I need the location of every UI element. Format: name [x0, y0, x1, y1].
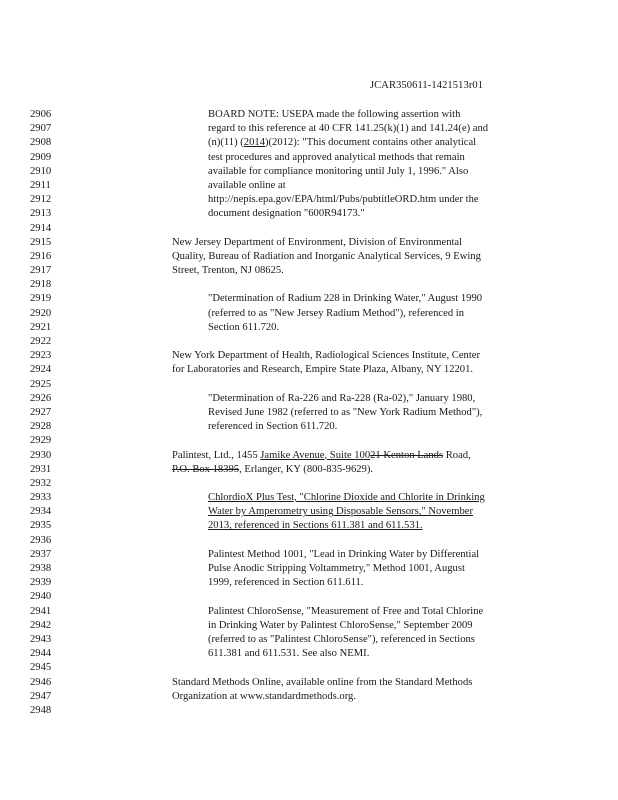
inserted-text: 2014 — [243, 137, 265, 149]
document-line: 2921 Section 611.720. — [0, 321, 618, 335]
document-line: 2930 Palintest, Ltd., 1455 Jamike Avenue, Suite 10021 Kenton Lands Road, — [0, 449, 618, 463]
document-line: 2946 Standard Methods Online, available online from the Standard Methods — [0, 676, 618, 690]
document-line: 2941 Palintest ChloroSense, "Measurement of Free and Total Chlorine — [0, 605, 618, 619]
line-text — [208, 647, 369, 661]
text-segment: (n)(11) ( — [208, 137, 244, 149]
document-id-header: JCAR350611-1421513r01 — [370, 80, 484, 91]
text-segment: available online at — [208, 179, 286, 191]
line-text — [208, 179, 286, 193]
line-text — [208, 491, 485, 505]
line-text — [208, 548, 479, 562]
document-line: 2919 "Determination of Radium 228 in Drinking Water," August 1990 — [0, 292, 618, 306]
line-text — [208, 505, 473, 519]
document-line: 2906 BOARD NOTE: USEPA made the following assertion with — [0, 108, 618, 122]
text-segment: (2012) — [268, 137, 297, 149]
text-segment: ) — [264, 137, 269, 149]
document-line: 2938 Pulse Anodic Stripping Voltammetry," Method 1001, August — [0, 562, 618, 576]
document-line: 2912 http://nepis.epa.gov/EPA/html/Pubs/pubtitleORD.htm under the — [0, 193, 618, 207]
document-line: 2929 — [30, 435, 52, 447]
document-line: 2915 New Jersey Department of Environment, Division of Environmental — [0, 236, 618, 250]
text-segment: Section 611.720. — [208, 321, 280, 333]
text-segment: (referred to as "Palintest ChloroSense"), referenced in Sections — [208, 633, 475, 645]
text-segment: Revised June 1982 (referred to as "New York Radium Method"), — [208, 406, 483, 418]
document-line: 2935 2013, referenced in Sections 611.381 and 611.531. — [0, 519, 618, 533]
line-text — [172, 363, 473, 377]
line-text — [208, 165, 468, 179]
line-text — [208, 406, 482, 420]
document-line: 2925 — [30, 378, 52, 390]
text-segment: New Jersey Department of Environment, Division of Environmental — [172, 236, 463, 248]
text-segment: : "This document contains other analytical — [296, 137, 477, 149]
struck-text: 21 Kenton Lands — [370, 449, 444, 461]
document-line: 2939 1999, referenced in Section 611.611. — [0, 576, 618, 590]
text-segment: for Laboratories and Research, Empire State Plaza, Albany, NY 12201. — [172, 364, 474, 376]
document-line: 2931 P.O. Box 18395, Erlanger, KY (800-835-9629). — [0, 463, 618, 477]
line-text — [208, 619, 473, 633]
text-segment: Street, Trenton, NJ 08625. — [172, 265, 284, 277]
line-text — [172, 463, 373, 477]
line-text — [208, 519, 423, 533]
struck-text: P.O. Box 18395 — [172, 463, 240, 475]
text-segment: 1999, referenced in Section 611.611. — [208, 577, 364, 589]
line-text — [208, 108, 460, 122]
document-line: 2917 Street, Trenton, NJ 08625. — [0, 264, 618, 278]
document-line: 2928 referenced in Section 611.720. — [0, 420, 618, 434]
text-segment: referenced in Section 611.720. — [208, 421, 338, 433]
inserted-text: ChlordioX Plus Test, "Chlorine Dioxide and Chlorite in Drinking — [208, 492, 485, 504]
document-line: 2908 (n)(11) (2014)(2012): "This document contains other analytical — [0, 136, 618, 150]
text-segment: Palintest ChloroSense, "Measurement of Free and Total Chlorine — [208, 605, 484, 617]
line-text — [172, 349, 480, 363]
document-line: 2942 in Drinking Water by Palintest ChloroSense," September 2009 — [0, 619, 618, 633]
line-text — [208, 193, 479, 207]
line-text — [208, 307, 464, 321]
line-text — [172, 449, 471, 463]
document-line: 2914 — [30, 222, 52, 234]
document-line: 2945 — [30, 662, 52, 674]
inserted-text: Jamike Avenue, Suite 100 — [260, 449, 371, 461]
document-line: 2923 New York Department of Health, Radiological Sciences Institute, Center — [0, 349, 618, 363]
text-segment: test procedures and approved analytical methods that remain — [208, 151, 465, 163]
document-line: 2943 (referred to as "Palintest ChloroSense"), referenced in Sections — [0, 633, 618, 647]
document-line: 2909 test procedures and approved analytical methods that remain — [0, 151, 618, 165]
text-segment: (referred to as "New Jersey Radium Method"), referenced in — [208, 307, 465, 319]
document-line: 2922 — [30, 336, 52, 347]
line-text — [208, 292, 482, 306]
document-line: 2937 Palintest Method 1001, "Lead in Drinking Water by Differential — [0, 548, 618, 562]
line-text — [172, 264, 284, 278]
text-segment: Road, — [443, 449, 471, 461]
text-segment: Palintest, Ltd., 1455 — [172, 449, 261, 461]
line-text — [208, 122, 488, 136]
document-line: 2933 ChlordioX Plus Test, "Chlorine Dioxide and Chlorite in Drinking — [0, 491, 618, 505]
text-segment: document designation "600R94173." — [208, 208, 365, 220]
line-text — [208, 576, 363, 590]
document-line: 2910 available for compliance monitoring until July 1, 1996." Also — [0, 165, 618, 179]
line-text — [208, 392, 475, 406]
line-text — [208, 605, 483, 619]
document-line: 2916 Quality, Bureau of Radiation and Inorganic Analytical Services, 9 Ewing — [0, 250, 618, 264]
document-line: 2932 — [30, 477, 52, 489]
text-segment: "Determination of Radium 228 in Drinking Water," August 1990 — [208, 293, 483, 305]
line-text — [208, 136, 476, 150]
line-text — [172, 690, 356, 704]
document-line: 2948 — [30, 704, 52, 716]
document-line: 2913 document designation "600R94173." — [0, 207, 618, 221]
document-line: 2926 "Determination of Ra-226 and Ra-228 (Ra-02)," January 1980, — [0, 392, 618, 406]
text-segment: New York Department of Health, Radiological Sciences Institute, Center — [172, 350, 481, 362]
document-line: 2911 available online at — [0, 179, 618, 193]
document-line: 2940 — [30, 591, 52, 603]
text-segment: Quality, Bureau of Radiation and Inorganic Analytical Services, 9 Ewing — [172, 250, 481, 262]
document-line: 2924 for Laboratories and Research, Empire State Plaza, Albany, NY 12201. — [0, 363, 618, 377]
document-line: 2936 — [30, 534, 52, 546]
document-line: 2918 — [30, 279, 52, 291]
inserted-text: Water by Amperometry using Disposable Sensors," November — [208, 506, 474, 518]
text-segment: BOARD NOTE: USEPA made the following assertion with — [208, 109, 461, 120]
line-text — [208, 562, 465, 576]
text-segment: 611.381 and 611.531. See also NEMI. — [208, 648, 370, 660]
text-segment: "Determination of Ra-226 and Ra-228 (Ra-02)," January 1980, — [208, 392, 476, 404]
document-body — [0, 108, 618, 718]
text-segment: Standard Methods Online, available online from the Standard Methods — [172, 676, 473, 688]
inserted-text: 2013, referenced in Sections 611.381 and 611.531. — [208, 520, 423, 532]
text-segment: regard to this reference at 40 CFR 141.25(k)(1) and 141.24(e) and — [208, 123, 489, 135]
line-text — [172, 236, 462, 250]
text-segment: in Drinking Water by Palintest ChloroSense," September 2009 — [208, 619, 473, 631]
line-text — [208, 633, 475, 647]
text-segment: Organization at www.standardmethods.org. — [172, 690, 356, 702]
line-text — [208, 420, 337, 434]
document-line: 2934 Water by Amperometry using Disposable Sensors," November — [0, 505, 618, 519]
document-line: 2907 regard to this reference at 40 CFR 141.25(k)(1) and 141.24(e) and — [0, 122, 618, 136]
document-line: 2947 Organization at www.standardmethods.org. — [0, 690, 618, 704]
text-segment: , Erlanger, KY (800-835-9629). — [239, 463, 374, 475]
line-text — [172, 250, 481, 264]
line-text — [208, 321, 279, 335]
text-segment: Pulse Anodic Stripping Voltammetry," Method 1001, August — [208, 563, 465, 574]
text-segment: Palintest Method 1001, "Lead in Drinking Water by Differential — [208, 548, 480, 560]
line-text — [208, 151, 465, 165]
document-line: 2944 611.381 and 611.531. See also NEMI. — [0, 647, 618, 661]
document-line: 2927 Revised June 1982 (referred to as "New York Radium Method"), — [0, 406, 618, 420]
line-text — [172, 676, 472, 690]
line-text — [208, 207, 365, 221]
document-line: 2920 (referred to as "New Jersey Radium Method"), referenced in — [0, 307, 618, 321]
text-segment: available for compliance monitoring until July 1, 1996." Also — [208, 165, 469, 177]
text-segment: http://nepis.epa.gov/EPA/html/Pubs/pubtitleORD.htm under the — [208, 194, 479, 206]
